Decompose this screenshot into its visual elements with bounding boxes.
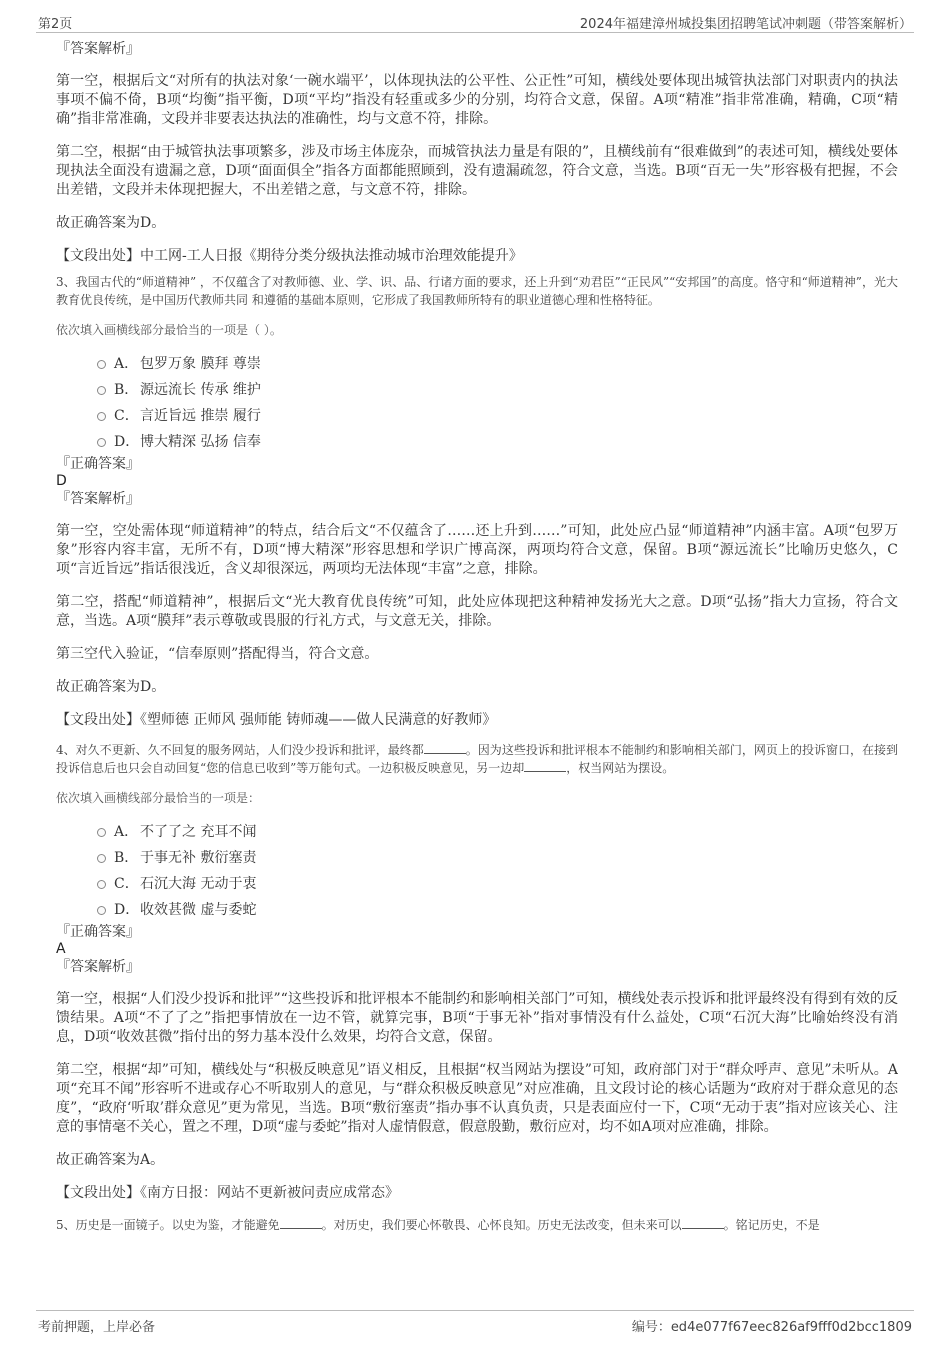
radio-icon[interactable] [97, 828, 106, 837]
page-content [56, 36, 898, 1307]
options-list [56, 351, 898, 455]
answer-heading: 『正确答案』 [56, 456, 140, 472]
correct-answer: A [56, 941, 66, 957]
answer-heading: 『正确答案』 [56, 924, 140, 940]
blank-line [424, 741, 466, 754]
question-prompt: 依次填入画横线部分最恰当的一项是（ ）。 [56, 323, 282, 337]
source-citation: 【文段出处】《塑师德 正师风 强师能 铸师魂——做人民满意的好教师》 [56, 712, 497, 728]
option-d[interactable]: D．收效甚微 虚与委蛇 [56, 897, 898, 923]
option-a[interactable]: A． 不了了之 充耳不闻 [56, 819, 898, 845]
analysis-heading: 『答案解析』 [56, 41, 140, 57]
radio-icon[interactable] [97, 906, 106, 915]
analysis-paragraph: 第一空，根据后文“对所有的执法对象‘一碗水端平’，以体现执法的公平性、公正性”可知，横线处要体现出城管执法部门对职责内的执法事项不偏不倚，B项“均衡”指平衡，D项“平均”指没有轻重或多少的分别，均符合文意，保留。A项“精准”指非常准确，精确，C项“精确”指非常准确，文段并非要表达执法的准确性，均与文意不符，排除。 [56, 73, 898, 127]
question-text: 5、历史是一面镜子。以史为鉴，才能避免 。对历史，我们要心怀敬畏、心怀良知。历史无法改变，但未来可以 。铭记历史，不是 [56, 1218, 820, 1232]
option-c[interactable]: C．言近旨远 推崇 履行 [56, 403, 898, 429]
source-citation: 【文段出处】《南方日报：网站不更新被问责应成常态》 [56, 1185, 399, 1201]
radio-icon[interactable] [97, 854, 106, 863]
document-id: 编号：ed4e077f67eec826af9fff0d2bcc1809 [631, 1320, 912, 1335]
analysis-heading: 『答案解析』 [56, 959, 140, 975]
radio-icon[interactable] [97, 880, 106, 889]
analysis-paragraph: 第一空，空处需体现“师道精神”的特点，结合后文“不仅蕴含了……还上升到……”可知，此处应凸显“师道精神”内涵丰富。A项“包罗万象”形容内容丰富，无所不有，D项“博大精深”形容思想和学识广博高深，两项均符合文意，保留。B项“源远流长”比喻历史悠久，C项“言近旨远”指话很浅近，含义却很深远，两项均无法体现“丰富”之意，排除。 [56, 523, 898, 577]
option-b[interactable]: B． 于事无补 敷衍塞责 [56, 845, 898, 871]
option-b[interactable]: B． 源远流长 传承 维护 [56, 377, 898, 403]
radio-icon[interactable] [97, 360, 106, 369]
page-header [36, 10, 914, 33]
analysis-paragraph: 第三空代入验证，“信奉原则”搭配得当，符合文意。 [56, 646, 379, 662]
analysis-heading: 『答案解析』 [56, 491, 140, 507]
option-a[interactable]: A． 包罗万象 膜拜 尊崇 [56, 351, 898, 377]
blank-line [280, 1216, 322, 1229]
page-number: 第2页 [38, 17, 73, 32]
analysis-paragraph: 第二空，根据“由于城管执法事项繁多，涉及市场主体庞杂，而城管执法力量是有限的”，且横线前有“很难做到”的表述可知，横线处要体现执法全面没有遗漏之意，D项“面面俱全”指各方面都能照顾到，没有遗漏疏忽，符合文意，当选。B项“百无一失”形容极有把握，不会出差错，文段并未体现把握大，不出差错之意，与文意不符，排除。 [56, 144, 898, 198]
answer-conclusion: 故正确答案为D。 [56, 215, 166, 231]
page-footer [36, 1310, 914, 1335]
document-title: 2024年福建漳州城投集团招聘笔试冲刺题（带答案解析） [579, 17, 912, 32]
question-prompt: 依次填入画横线部分最恰当的一项是： [56, 791, 261, 805]
radio-icon[interactable] [97, 412, 106, 421]
blank-line [682, 1216, 724, 1229]
analysis-paragraph: 第一空，根据“人们没少投诉和批评”“这些投诉和批评根本不能制约和影响相关部门”可知，横线处表示投诉和批评最终没有得到有效的反馈结果。A项“不了了之”指把事情放在一边不管，就算完事，B项“于事无补”指对事情没有什么益处，C项“石沉大海”比喻始终没有消息，D项“收效甚微”指付出的努力基本没什么效果，均符合文意，保留。 [56, 991, 898, 1045]
options-list [56, 819, 898, 923]
answer-conclusion: 故正确答案为D。 [56, 679, 166, 695]
answer-conclusion: 故正确答案为A。 [56, 1152, 165, 1168]
option-d[interactable]: D．博大精深 弘扬 信奉 [56, 429, 898, 455]
radio-icon[interactable] [97, 386, 106, 395]
question-text: 4、对久不更新、久不回复的服务网站，人们没少投诉和批评，最终都 。因为这些投诉和批评根本不能制约和影响相关部门，网页上的投诉窗口，在接到投诉信息后也只会自动回复“您的信息已收到”等万能句式。一边积极反映意见，另一边却 ，权当网站为摆设。 [56, 743, 898, 775]
footer-slogan: 考前押题，上岸必备 [38, 1320, 156, 1335]
radio-icon[interactable] [97, 438, 106, 447]
source-citation: 【文段出处】中工网-工人日报《期待分类分级执法推动城市治理效能提升》 [56, 248, 523, 264]
blank-line [524, 759, 566, 772]
analysis-paragraph: 第二空，根据“却”可知，横线处与“积极反映意见”语义相反，且根据“权当网站为摆设”可知，政府部门对于“群众呼声、意见”未听从。A项“充耳不闻”形容听不进或存心不听取别人的意见，与“群众积极反映意见”对应准确，且文段讨论的核心话题为“政府对于群众意见的态度”，“政府‘听取’群众意见”更为常见，当选。B项“敷衍塞责”指办事不认真负责，只是表面应付一下，C项“无动于衷”指对应该关心、注意的事情毫不关心，置之不理，D项“虚与委蛇”指对人虚情假意，假意殷勤，敷衍应对，均不如A项对应准确，排除。 [56, 1062, 898, 1135]
question-text: 3、我国古代的“师道精神” ，不仅蕴含了对教师德、业、学、识、品、行诸方面的要求，还上升到“劝君臣”“正民风”“安邦国”的高度。恪守和“师道精神”，光大教育优良传统，是中国历代教师共同 和遵循的基础本原则，它形成了我国教师所特有的职业道德心理和性格特征。 [56, 275, 898, 307]
analysis-paragraph: 第二空，搭配“师道精神”，根据后文“光大教育优良传统”可知，此处应体现把这种精神发扬光大之意。D项“弘扬”指大力宣扬，符合文意，当选。A项“膜拜”表示尊敬或畏服的行礼方式，与文意无关，排除。 [56, 594, 898, 629]
option-c[interactable]: C．石沉大海 无动于衷 [56, 871, 898, 897]
correct-answer: D [56, 473, 67, 489]
